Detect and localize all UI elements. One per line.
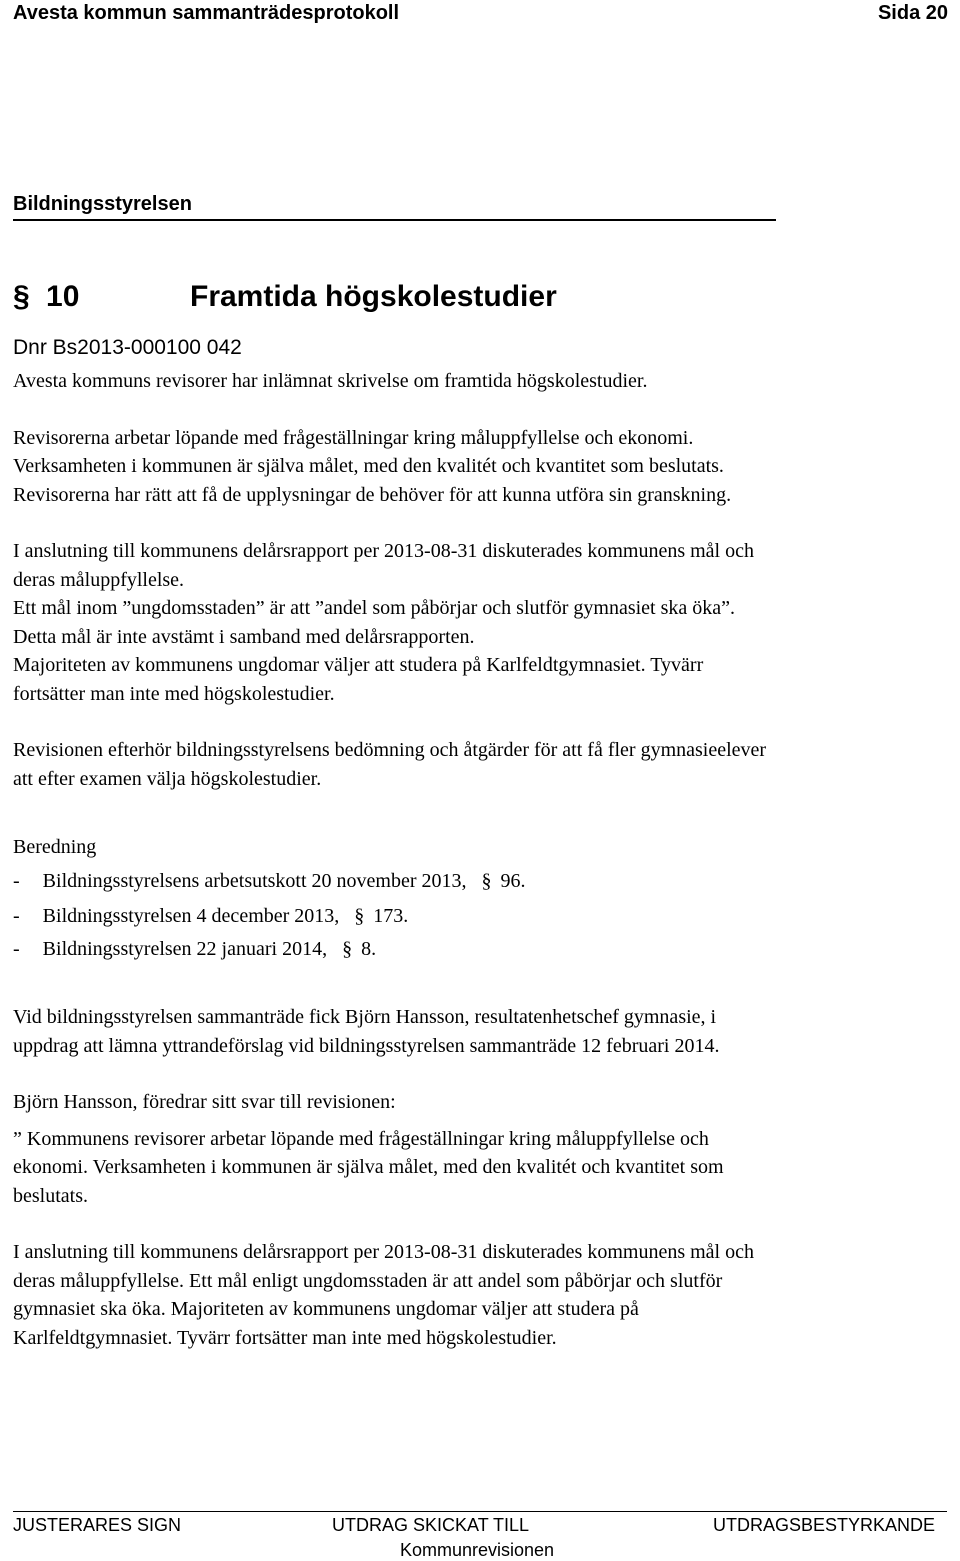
footer-sent-to-label: UTDRAG SKICKAT TILL <box>332 1515 530 1535</box>
list-item-ref: 8. <box>361 938 377 960</box>
paragraph-line: I anslutning till kommunens delårsrapport per 2013-08-31 diskuterades kommunens mål och <box>13 540 754 562</box>
committee-name: Bildningsstyrelsen <box>13 193 192 215</box>
paragraph-line: gymnasiet ska öka. Majoriteten av kommunens ungdomar väljer att studera på <box>13 1298 639 1320</box>
case-number: Dnr Bs2013-000100 042 <box>13 336 242 359</box>
list-item-ref: 96. <box>500 870 526 892</box>
paragraph-line: Majoriteten av kommunens ungdomar väljer att studera på Karlfeldtgymnasiet. Tyvärr <box>13 654 704 676</box>
paragraph: Björn Hansson, föredrar sitt svar till revisionen: <box>13 1091 396 1113</box>
paragraph-line: beslutats. <box>13 1184 88 1207</box>
paragraph: Avesta kommuns revisorer har inlämnat skrivelse om framtida högskolestudier. <box>13 370 648 392</box>
section-symbol: § <box>354 905 365 927</box>
list-dash: - <box>13 905 20 927</box>
paragraph-line: Detta mål är inte avstämt i samband med delårsrapporten. <box>13 625 475 648</box>
paragraph-line: att efter examen välja högskolestudier. <box>13 767 322 790</box>
body-section-1 <box>13 367 943 793</box>
list-item <box>13 905 408 928</box>
footer-rule <box>13 1511 947 1512</box>
section-number: 10 <box>46 280 80 313</box>
list-item-text: Bildningsstyrelsens arbetsutskott 20 november 2013, <box>42 870 467 892</box>
paragraph-line: I anslutning till kommunens delårsrapport per 2013-08-31 diskuterades kommunens mål och <box>13 1241 754 1263</box>
committee-underline <box>13 219 776 221</box>
list-item-text: Bildningsstyrelsen 22 januari 2014, <box>42 938 328 960</box>
section-title: Framtida högskolestudier <box>190 280 557 313</box>
footer-certification-label: UTDRAGSBESTYRKANDE <box>712 1515 935 1535</box>
paragraph-line: deras måluppfyllelse. <box>13 568 185 591</box>
section-heading <box>13 280 557 314</box>
section-symbol: § <box>342 938 353 960</box>
paragraph-line: deras måluppfyllelse. Ett mål enligt ungdomsstaden är att andel som påbörjar och slutför <box>13 1269 723 1292</box>
footer-recipient: Kommunrevisionen <box>400 1540 555 1560</box>
beredning-heading: Beredning <box>13 836 97 858</box>
paragraph-line: Verksamheten i kommunen är själva målet, med den kvalitét och kvantitet som beslutats. <box>13 455 724 477</box>
body-section-2 <box>13 1003 943 1352</box>
footer-signature-label: JUSTERARES SIGN <box>13 1515 182 1535</box>
page-number: Sida 20 <box>877 2 948 24</box>
paragraph-line: Ett mål inom ”ungdomsstaden” är att ”andel som påbörjar och slutför gymnasiet ska öka”. <box>13 597 736 619</box>
list-item <box>13 938 376 961</box>
list-item-text: Bildningsstyrelsen 4 december 2013, <box>42 905 340 927</box>
section-symbol: § <box>481 870 492 892</box>
list-item-ref: 173. <box>373 905 409 927</box>
paragraph-line: uppdrag att lämna yttrandeförslag vid bildningsstyrelsen sammanträde 12 februari 2014. <box>13 1034 720 1057</box>
paragraph-line: fortsätter man inte med högskolestudier. <box>13 682 335 705</box>
list-dash: - <box>13 938 20 960</box>
paragraph-line: Revisionen efterhör bildningsstyrelsens bedömning och åtgärder för att få fler gymnasieelever <box>13 739 767 761</box>
list-dash: - <box>13 870 20 892</box>
section-symbol: § <box>13 280 30 313</box>
paragraph-line: Karlfeldtgymnasiet. Tyvärr fortsätter man inte med högskolestudier. <box>13 1326 557 1349</box>
paragraph-line: Vid bildningsstyrelsen sammanträde fick Björn Hansson, resultatenhetschef gymnasie, i <box>13 1006 717 1028</box>
list-item <box>13 870 526 893</box>
paragraph-line: Revisorerna arbetar löpande med frågeställningar kring måluppfyllelse och ekonomi. <box>13 426 694 449</box>
paragraph-line: Revisorerna har rätt att få de upplysningar de behöver för att kunna utföra sin granskning. <box>13 483 732 506</box>
paragraph-line: ekonomi. Verksamheten i kommunen är själva målet, med den kvalitét och kvantitet som <box>13 1156 724 1178</box>
paragraph-line: ” Kommunens revisorer arbetar löpande med frågeställningar kring måluppfyllelse och <box>13 1127 709 1150</box>
document-title: Avesta kommun sammanträdesprotokoll <box>13 2 400 24</box>
